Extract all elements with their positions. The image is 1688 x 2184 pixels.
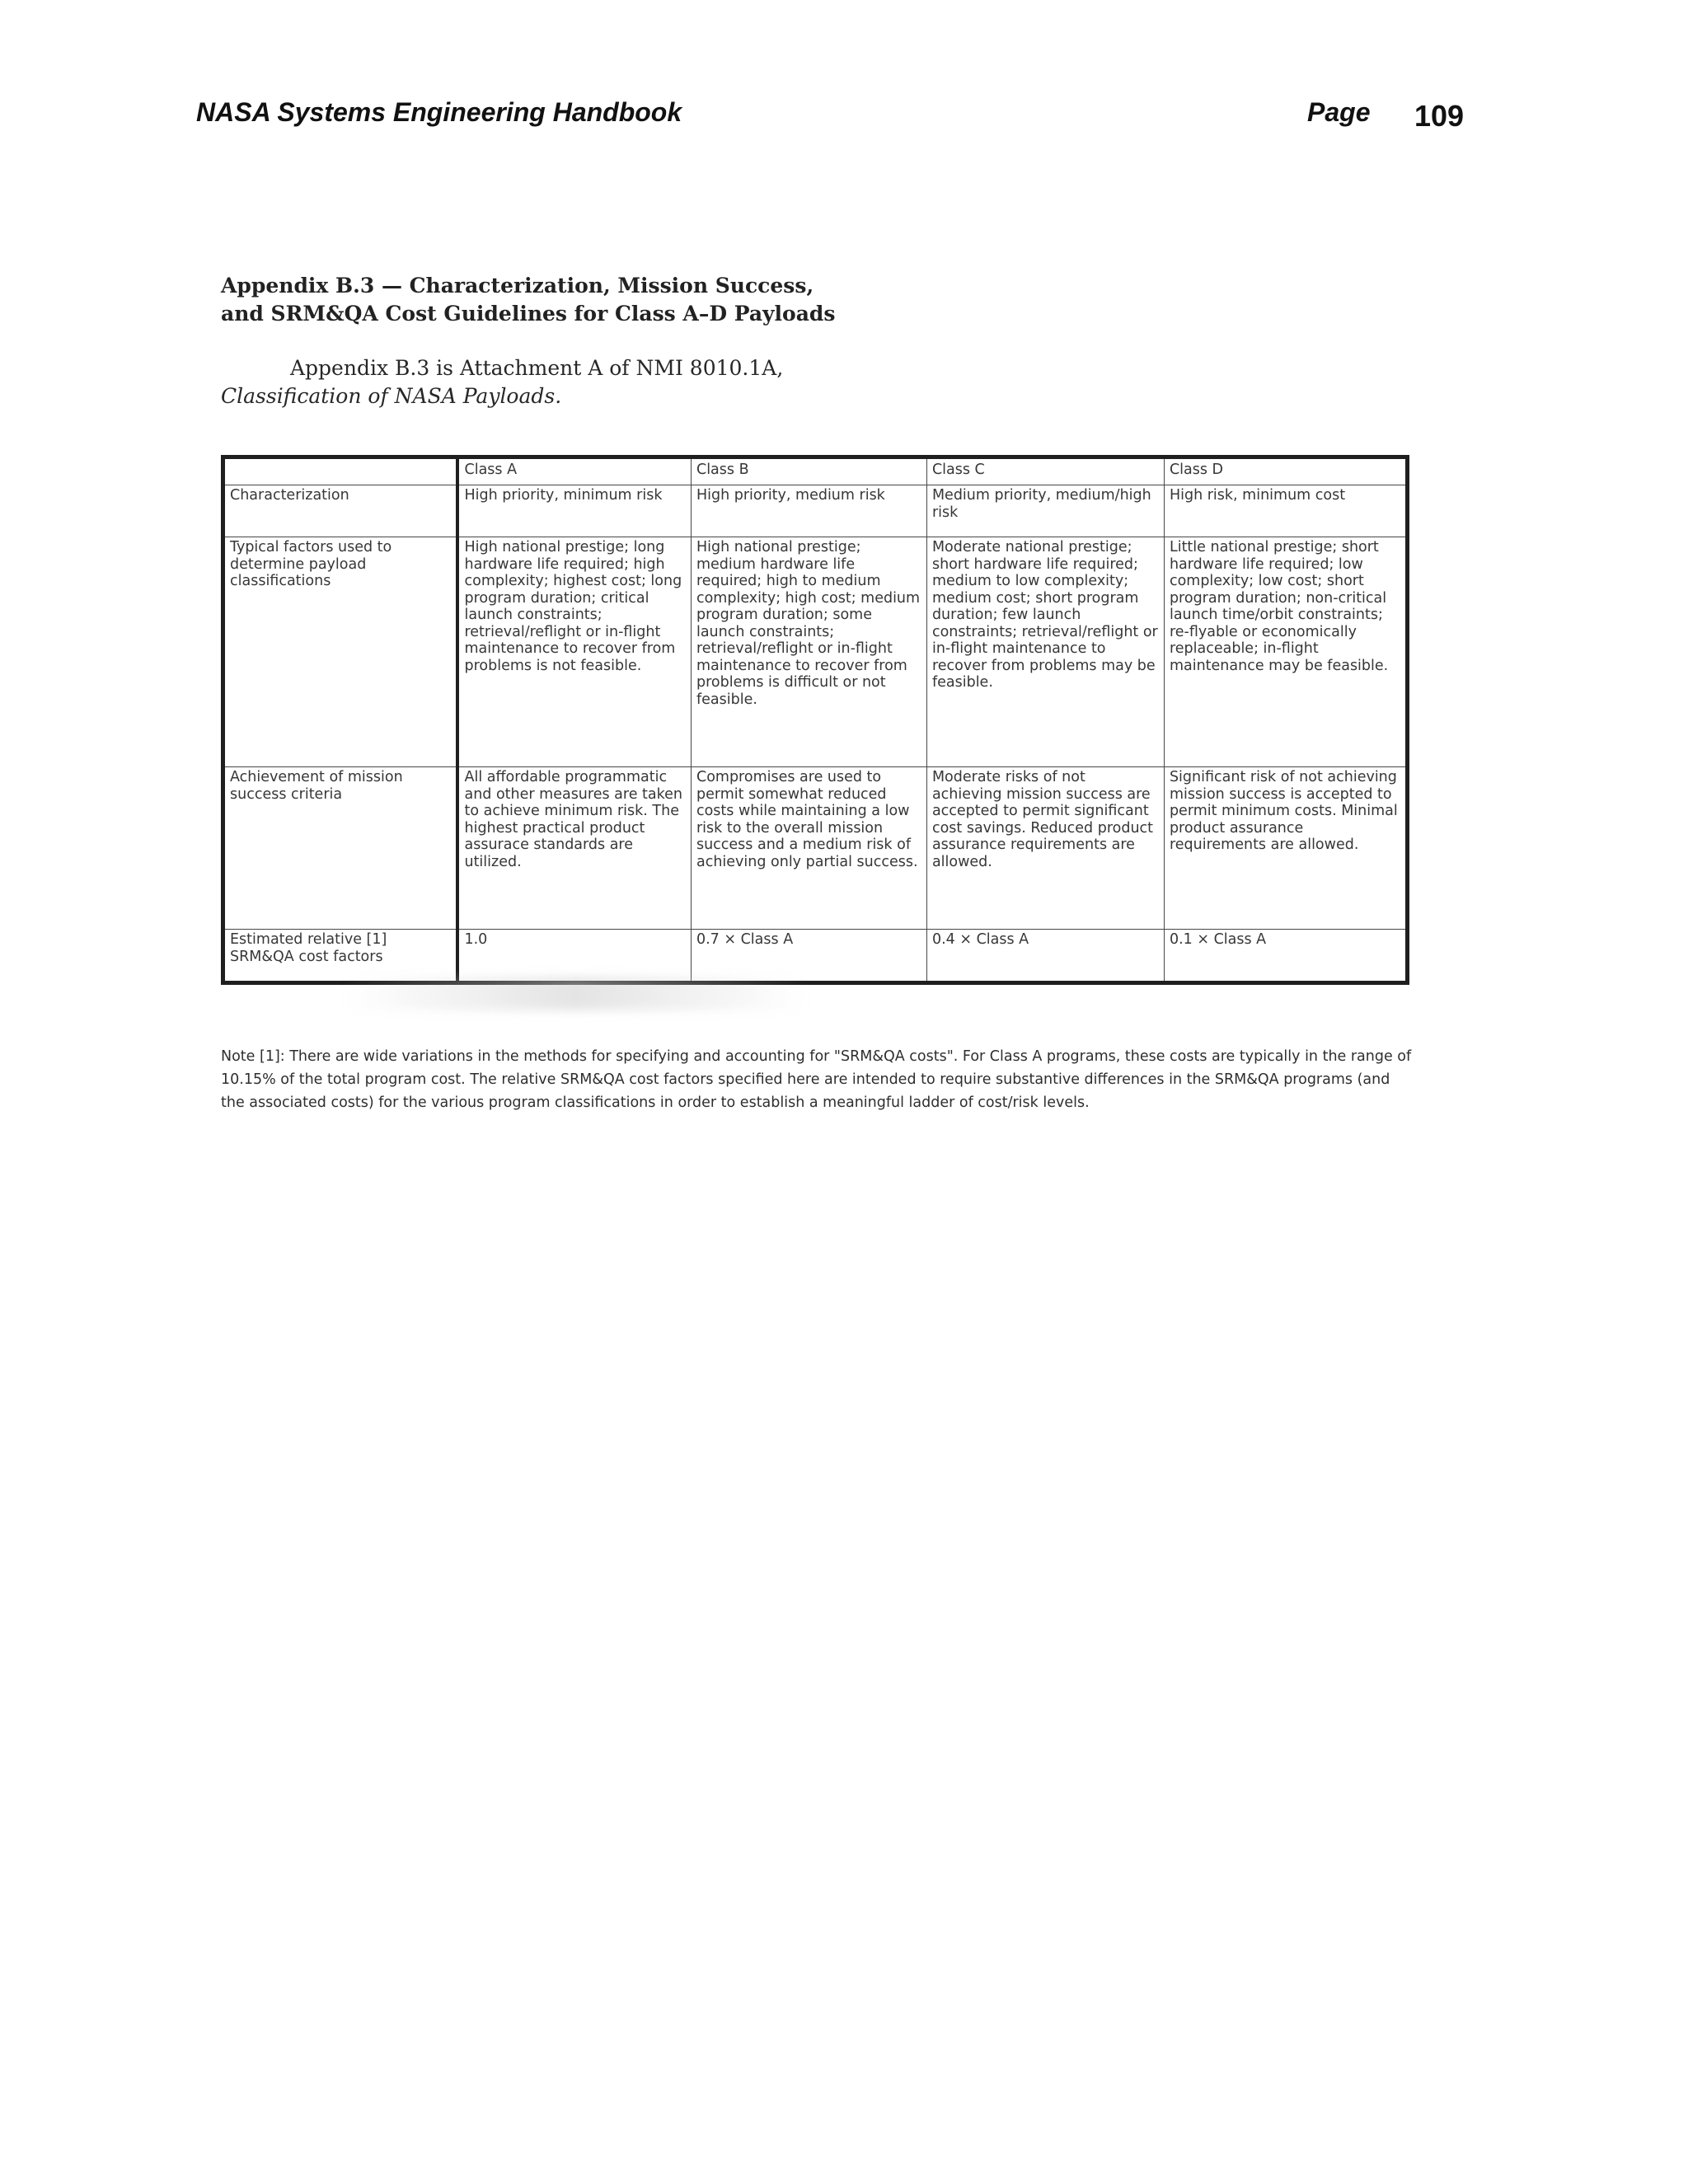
appendix-intro — [221, 354, 1416, 410]
table-row-typical-factors — [223, 537, 1408, 767]
row-label: Characterization — [223, 485, 458, 537]
table-cell: High risk, minimum cost — [1164, 485, 1407, 537]
running-title: NASA Systems Engineering Handbook — [196, 97, 682, 127]
table-row-cost-factors — [223, 930, 1408, 983]
table-cell: Moderate risks of not achieving mission success are accepted to permit significant cost savings. Reduced product assurance requirements are allowed. — [926, 767, 1164, 930]
column-header-class-d: Class D — [1164, 457, 1407, 485]
table-cell: Significant risk of not achieving mission success is accepted to permit minimum costs. Minimal product assurance requirements are allowed. — [1164, 767, 1407, 930]
table-cell: High national prestige; long hardware life required; high complexity; highest cost; long program duration; critical launch constraints; retrieval/reflight or in-flight maintenance to recover from problems is not feasible. — [457, 537, 691, 767]
scan-smudge — [345, 977, 806, 1010]
table-row-mission-success — [223, 767, 1408, 930]
table-cell: Moderate national prestige; short hardware life required; medium to low complexity; medium cost; short program duration; few launch constraints; retrieval/reflight or in-flight maintenance to recover from problems may be feasible. — [926, 537, 1164, 767]
table-corner-cell — [223, 457, 458, 485]
table-cell: All affordable programmatic and other measures are taken to achieve minimum risk. The highest practical product assurace standards are utilized. — [457, 767, 691, 930]
appendix-heading-line-1: Appendix B.3 — Characterization, Mission Success, — [221, 274, 814, 298]
table-cell: 0.4 × Class A — [926, 930, 1164, 983]
table-cell: Little national prestige; short hardware life required; low complexity; low cost; short program duration; non-critical launch time/orbit constraints; re-flyable or economically replaceable; in-flight maintenance may be feasible. — [1164, 537, 1407, 767]
table-row-characterization — [223, 485, 1408, 537]
table-cell: 0.1 × Class A — [1164, 930, 1407, 983]
column-header-class-b: Class B — [691, 457, 926, 485]
table-cell: Medium priority, medium/high risk — [926, 485, 1164, 537]
table-header-row — [223, 457, 1408, 485]
appendix-intro-doc-title: Classification of NASA Payloads. — [221, 384, 562, 408]
appendix-heading-line-2: and SRM&QA Cost Guidelines for Class A–D Payloads — [221, 302, 836, 326]
row-label: Typical factors used to determine payload classifications — [223, 537, 458, 767]
footnote: Note [1]: There are wide variations in the methods for specifying and accounting for "SRM&QA costs". For Class A programs, these costs are typically in the range of 10.15% of the total program cost. The relative SRM&QA cost factors specified here are intended to require substantive differences in the SRM&QA programs (and the associated costs) for the various program classifications in order to establish a meaningful ladder of cost/risk levels. — [221, 1047, 1412, 1111]
column-header-class-a: Class A — [457, 457, 691, 485]
scanned-appendix — [221, 272, 1416, 1111]
table-cell: High national prestige; medium hardware life required; high to medium complexity; high cost; medium program duration; some launch constraints; retrieval/reflight or in-flight maintenance to recover from problems is difficult or not feasible. — [691, 537, 926, 767]
table-cell: 0.7 × Class A — [691, 930, 926, 983]
appendix-heading — [221, 272, 1416, 328]
row-label: Estimated relative [1] SRM&QA cost factors — [223, 930, 458, 983]
column-header-class-c: Class C — [926, 457, 1164, 485]
row-label: Achievement of mission success criteria — [223, 767, 458, 930]
running-header — [196, 97, 1465, 134]
table-cell: High priority, medium risk — [691, 485, 926, 537]
payload-class-table — [221, 455, 1409, 985]
appendix-intro-text: Appendix B.3 is Attachment A of NMI 8010.1A, — [290, 356, 784, 380]
table-cell: High priority, minimum risk — [457, 485, 691, 537]
table-cell: 1.0 — [457, 930, 691, 983]
page-label: Page — [1307, 97, 1371, 127]
table-cell: Compromises are used to permit somewhat reduced costs while maintaining a low risk to the overall mission success and a medium risk of achieving only partial success. — [691, 767, 926, 930]
page-number: 109 — [1414, 99, 1465, 133]
